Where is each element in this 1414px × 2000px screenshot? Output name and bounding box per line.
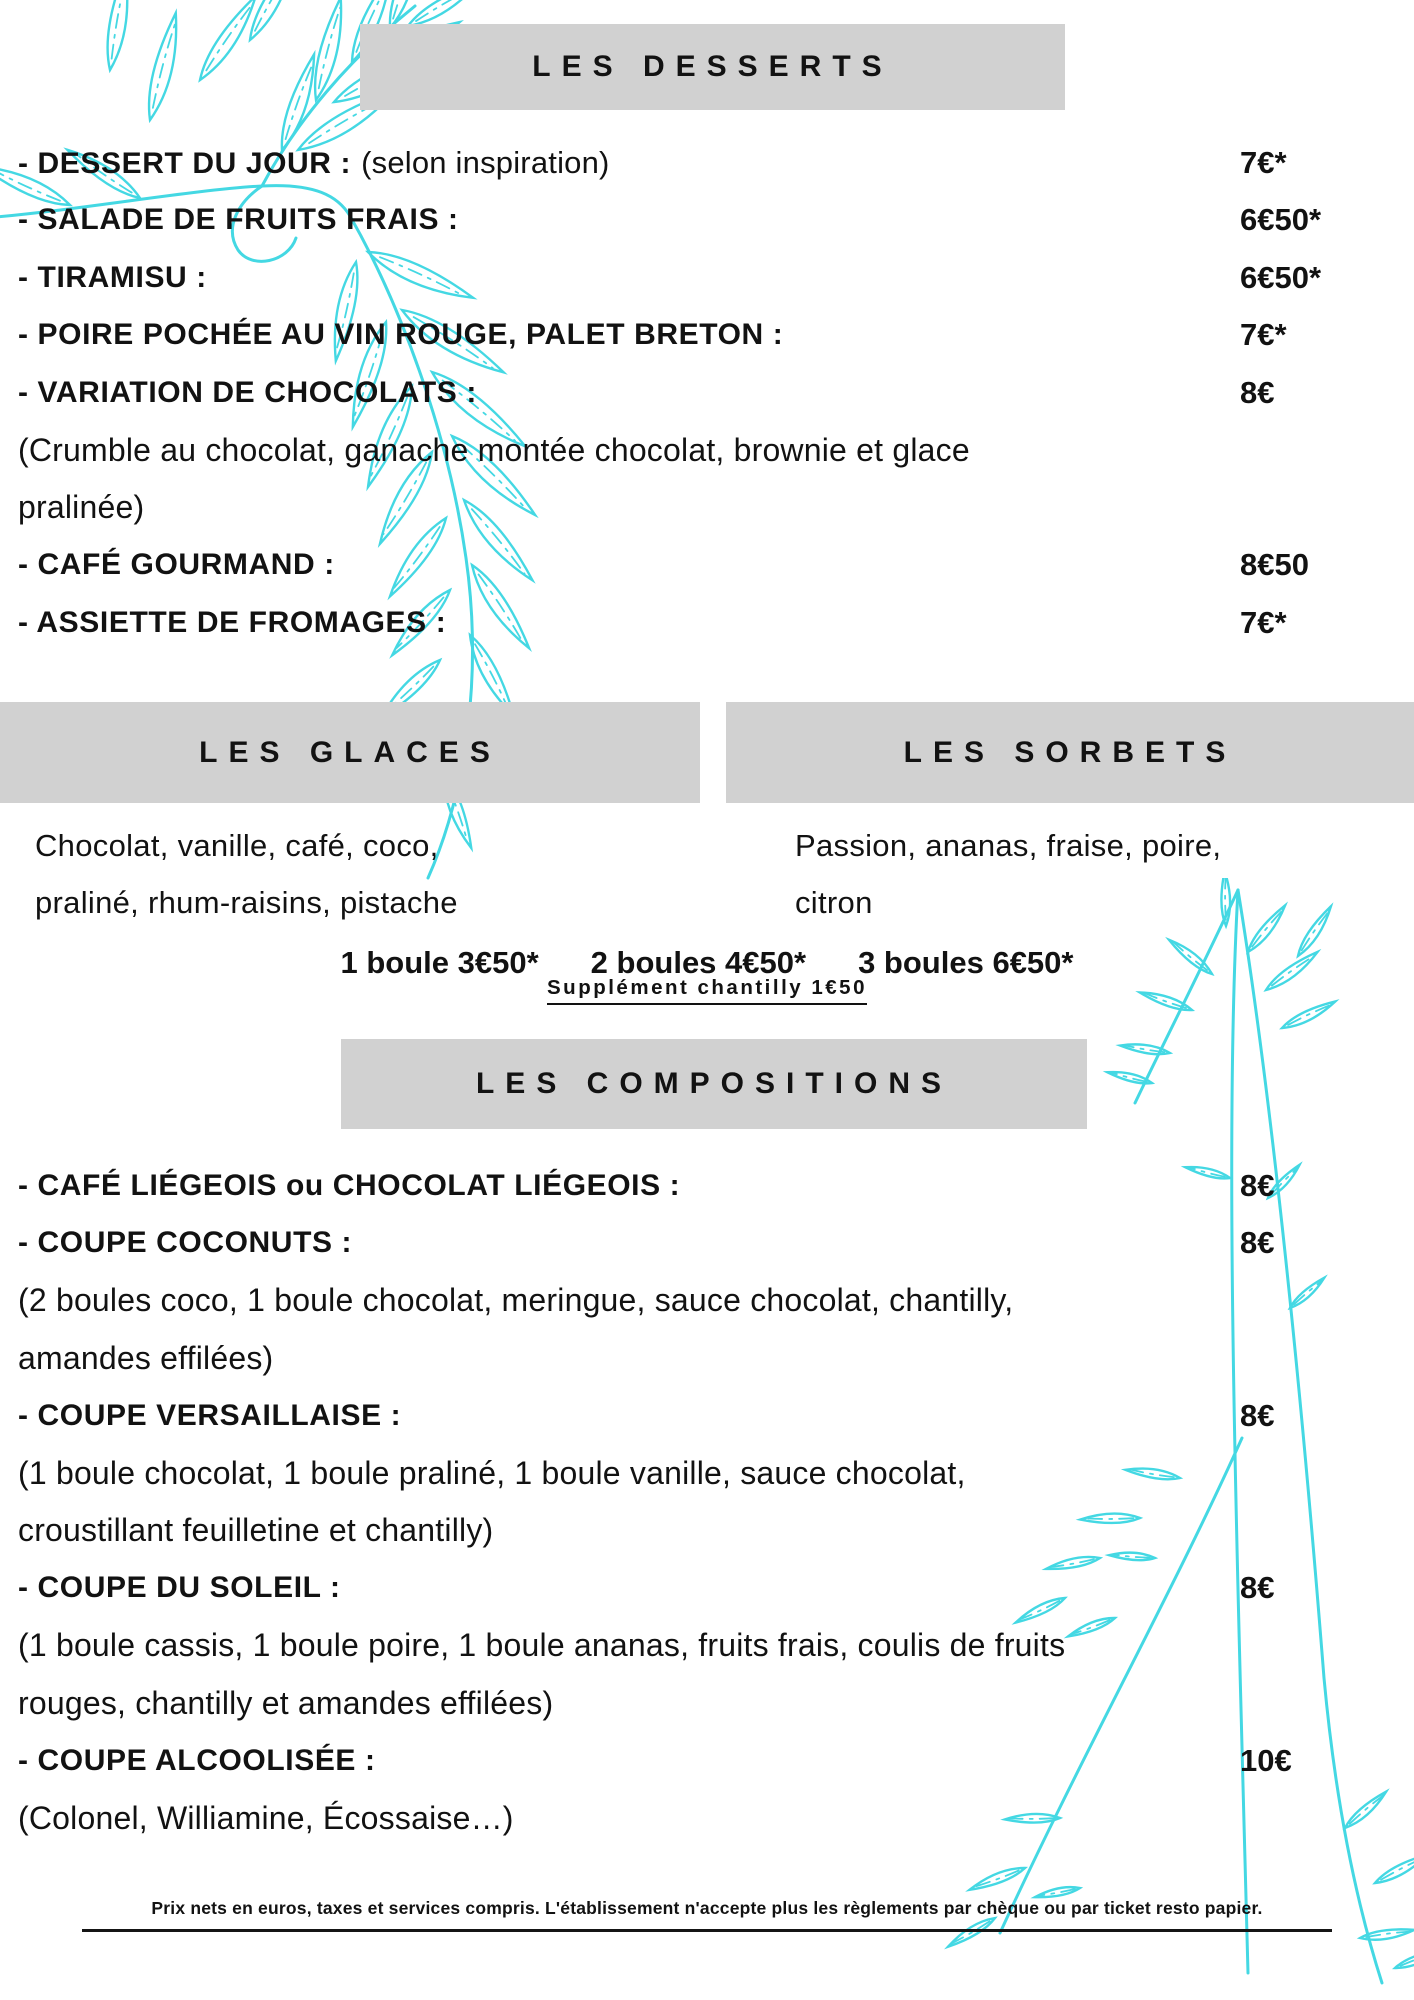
item-description: (Colonel, Williamine, Écossaise…) [18,1799,514,1836]
item-price: 6€50* [1240,202,1322,238]
item-label: - CAFÉ LIÉGEOIS ou CHOCOLAT LIÉGEOIS : [18,1168,681,1202]
menu-description-row [18,1617,1395,1675]
menu-item-row [18,1732,1395,1790]
menu-description-row [18,1790,1395,1848]
item-price: 8€50 [1240,547,1309,583]
item-label [18,145,1240,181]
section-header-glaces [0,702,700,803]
footer-text: Prix nets en euros, taxes et services compris. L'établissement n'accepte plus les règlements par chèque ou par ticket resto papier. [151,1898,1263,1918]
boules-option: 2 boules 4€50* [590,944,807,980]
item-description: amandes effilées) [18,1339,274,1376]
item-label: - VARIATION DE CHOCOLATS : [18,375,477,409]
item-label: - POIRE POCHÉE AU VIN ROUGE, PALET BRETON : [18,318,784,352]
section-header-compositions-label: LES COMPOSITIONS [475,1067,953,1100]
flavor-line: Passion, ananas, fraise, poire, [795,827,1222,863]
sorbets-flavors [795,817,1221,931]
footer-note [82,1898,1332,1932]
item-label: - COUPE ALCOOLISÉE : [18,1743,376,1777]
item-price: 7€* [1240,604,1287,640]
desserts-list [18,134,1395,652]
supplement-row [0,976,1414,1005]
glaces-flavors [35,817,458,931]
item-description: croustillant feuilletine et chantilly) [18,1512,494,1549]
menu-item-row [18,249,1395,307]
menu-description-row [18,1330,1395,1388]
item-note: (selon inspiration) [361,144,610,180]
item-label: - TIRAMISU : [18,260,207,294]
menu-description-row [18,422,1395,480]
flavor-line: citron [795,884,873,920]
item-price: 6€50* [1240,259,1322,295]
menu-item-row [18,1560,1395,1618]
section-header-sorbets-label: LES SORBETS [903,735,1237,769]
item-price: 8€ [1240,374,1275,410]
supplement-note: Supplément chantilly 1€50 [547,976,867,1005]
menu-item-row [18,537,1395,595]
item-label: - COUPE VERSAILLAISE : [18,1398,402,1432]
menu-item-row [18,307,1395,365]
menu-item-row [18,1387,1395,1445]
menu-item-row [18,364,1395,422]
item-label: - COUPE DU SOLEIL : [18,1571,341,1605]
menu-description-row [18,1272,1395,1330]
menu-item-row [18,134,1395,192]
item-description: (1 boule chocolat, 1 boule praliné, 1 boule vanille, sauce chocolat, [18,1454,966,1491]
item-price: 8€ [1240,1167,1275,1203]
item-label: - ASSIETTE DE FROMAGES : [18,605,447,639]
item-price: 8€ [1240,1397,1275,1433]
flavor-line: Chocolat, vanille, café, coco, [35,827,439,863]
menu-item-row [18,1157,1395,1215]
item-label: - SALADE DE FRUITS FRAIS : [18,203,459,237]
item-label: - COUPE COCONUTS : [18,1226,353,1260]
menu-item-row [18,1215,1395,1273]
menu-description-row [18,1675,1395,1733]
item-description: (Crumble au chocolat, ganache montée chocolat, brownie et glace [18,431,970,468]
item-description: rouges, chantilly et amandes effilées) [18,1684,554,1721]
menu-description-row [18,479,1395,537]
item-description: pralinée) [18,489,145,526]
item-price: 10€ [1240,1742,1292,1778]
item-price: 8€ [1240,1225,1275,1261]
section-header-glaces-label: LES GLACES [199,735,501,769]
item-price: 7€* [1240,144,1287,180]
menu-description-row [18,1502,1395,1560]
menu-item-row [18,594,1395,652]
item-description: (1 boule cassis, 1 boule poire, 1 boule ananas, fruits frais, coulis de fruits [18,1627,1066,1664]
section-header-desserts-label: LES DESSERTS [532,50,893,83]
section-header-compositions [341,1039,1087,1129]
menu-item-row [18,192,1395,250]
item-label-text: - DESSERT DU JOUR : [18,146,352,180]
compositions-list [18,1157,1395,1847]
item-description: (2 boules coco, 1 boule chocolat, meringue, sauce chocolat, chantilly, [18,1282,1014,1319]
item-price: 7€* [1240,317,1287,353]
item-label: - CAFÉ GOURMAND : [18,548,335,582]
boules-option: 1 boule 3€50* [340,944,539,980]
section-header-sorbets [726,702,1414,803]
flavor-line: praliné, rhum-raisins, pistache [35,884,458,920]
section-header-desserts [360,24,1065,110]
item-price: 8€ [1240,1570,1275,1606]
boules-option: 3 boules 6€50* [858,944,1074,980]
menu-description-row [18,1445,1395,1503]
